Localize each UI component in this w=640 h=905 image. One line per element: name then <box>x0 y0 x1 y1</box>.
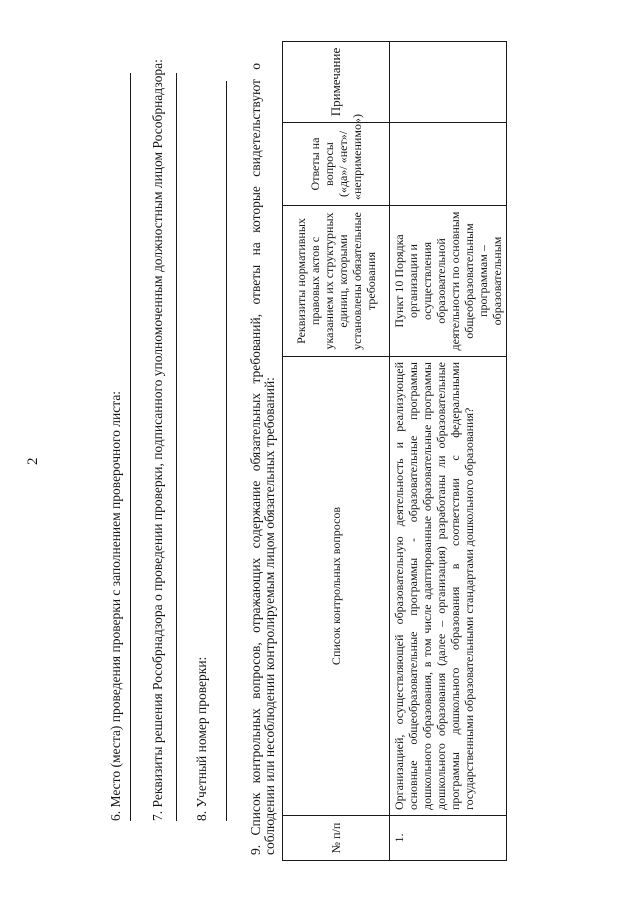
checklist-table <box>282 41 507 861</box>
header-requisites: Реквизиты нормативных правовых актов с указанием их структурных единиц, которыми установлены обязательные требования <box>283 206 390 357</box>
table-header-row <box>283 42 390 861</box>
field-inspection-place-line <box>130 73 131 821</box>
header-number: № п/п <box>283 816 390 861</box>
table-row <box>390 42 507 861</box>
header-note: Примечание <box>283 42 390 123</box>
header-answers: Ответы на вопросы («да»/ «нет»/ «неприменимо») <box>283 123 390 206</box>
row-requisites: Пункт 10 Порядка организации и осуществления образовательной деятельности по основным общеобразовательным программам – образовательным <box>390 206 507 357</box>
field-decision-requisites-label: 7. Реквизиты решения Рособрнадзора о проведении проверки, подписанного уполномоченным должностным лицом Рособрнадзора: <box>150 59 165 821</box>
field-registration-number-label: 8. Учетный номер проверки: <box>194 656 209 821</box>
field-decision-requisites-line <box>176 73 177 821</box>
row-number: 1. <box>390 816 507 861</box>
header-question: Список контрольных вопросов <box>283 357 390 816</box>
field-inspection-place-label: 6. Место (места) проведения проверки с заполнением проверочного листа: <box>108 390 123 821</box>
checklist-intro-paragraph: 9. Список контрольных вопросов, отражающих содержание обязательных требований, ответы на которые свидетельствуют о соблюдении или несоблюдении контролируемым лицом обязательных требований: <box>248 63 277 855</box>
row-question: Организацией, осуществляющей образовательную деятельность и реализующей основные общеобразовательные программы - образовательные программы дошкольного образования, в том числе адаптированные образовательные программы дошкольного образования (далее – организация) разработаны ли образовательные программы дошкольного образования в соответствии с федеральными государственными образовательными стандартами дошкольного образования? <box>390 357 507 816</box>
field-registration-number-line <box>226 81 227 821</box>
row-answer-cell[interactable] <box>390 123 507 206</box>
row-note-cell[interactable] <box>390 42 507 123</box>
page-number: 2 <box>25 457 41 465</box>
